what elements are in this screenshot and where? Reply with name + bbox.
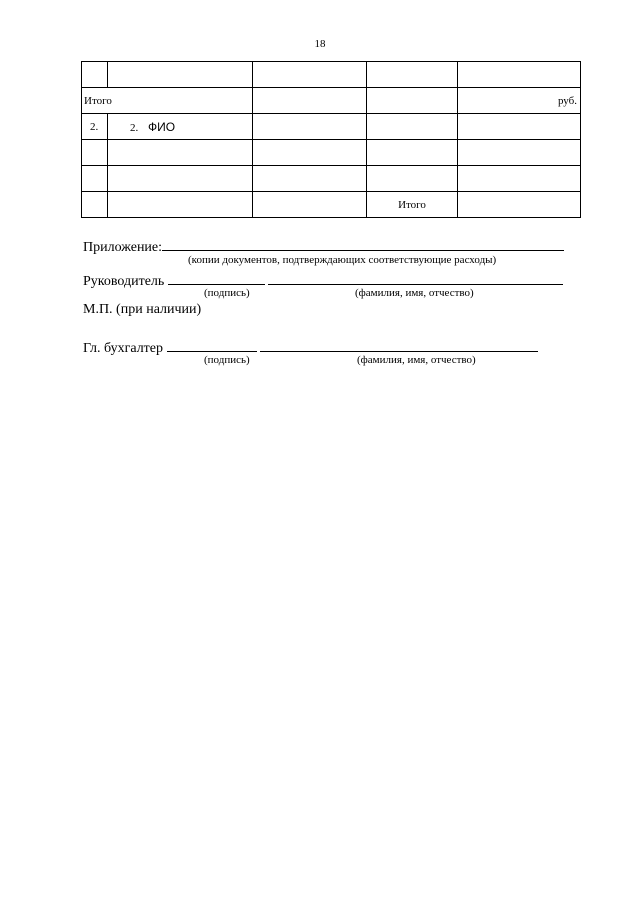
table-cell <box>82 166 108 192</box>
table-cell <box>108 192 253 218</box>
head-signature-blank <box>168 270 265 285</box>
table-row <box>82 140 581 166</box>
table-row-total <box>82 88 581 114</box>
table-cell <box>253 166 367 192</box>
table-cell <box>253 192 367 218</box>
accountant-label: Гл. бухгалтер <box>83 341 164 356</box>
row-number: 2. <box>82 114 108 140</box>
fio-cell <box>108 114 253 140</box>
currency-unit: руб. <box>458 88 581 114</box>
head-label: Руководитель <box>83 274 165 289</box>
table-row <box>82 166 581 192</box>
table-cell <box>82 62 108 88</box>
head-name-blank <box>268 270 563 285</box>
table-cell <box>253 140 367 166</box>
accountant-signature-blank <box>167 337 257 352</box>
total-label: Итого <box>82 88 253 114</box>
table-cell <box>82 140 108 166</box>
attachment-caption: (копии документов, подтверждающих соответствующие расходы) <box>188 254 497 266</box>
fio-list-number: 2. <box>130 121 139 134</box>
page-number: 18 <box>314 38 326 50</box>
table-cell <box>367 114 458 140</box>
head-line <box>83 270 563 290</box>
table-cell <box>458 62 581 88</box>
head-name-caption: (фамилия, имя, отчество) <box>355 287 474 299</box>
table-row <box>82 62 581 88</box>
accountant-name-blank <box>260 337 538 352</box>
attachment-blank <box>162 236 564 251</box>
table-cell <box>367 140 458 166</box>
table-row <box>82 192 581 218</box>
table-row <box>82 114 581 140</box>
stamp-label: М.П. (при наличии) <box>83 302 202 317</box>
stamp-line <box>83 302 201 318</box>
table-cell <box>82 192 108 218</box>
head-signature-caption: (подпись) <box>204 287 250 299</box>
table-cell <box>458 192 581 218</box>
accountant-name-caption: (фамилия, имя, отчество) <box>357 354 476 366</box>
table-cell <box>367 166 458 192</box>
table-cell <box>108 140 253 166</box>
table-cell <box>367 62 458 88</box>
table-cell <box>367 88 458 114</box>
attachment-line <box>83 236 564 256</box>
subtotal-label: Итого <box>367 192 458 218</box>
table-cell <box>108 62 253 88</box>
fio-label: ФИО <box>148 119 176 134</box>
table-cell <box>458 140 581 166</box>
accountant-signature-caption: (подпись) <box>204 354 250 366</box>
attachment-label: Приложение: <box>83 240 163 255</box>
table-cell <box>253 62 367 88</box>
table-cell <box>458 166 581 192</box>
table-cell <box>108 166 253 192</box>
table-cell <box>458 114 581 140</box>
expense-table <box>81 61 581 218</box>
table-cell <box>253 114 367 140</box>
table-cell <box>253 88 367 114</box>
